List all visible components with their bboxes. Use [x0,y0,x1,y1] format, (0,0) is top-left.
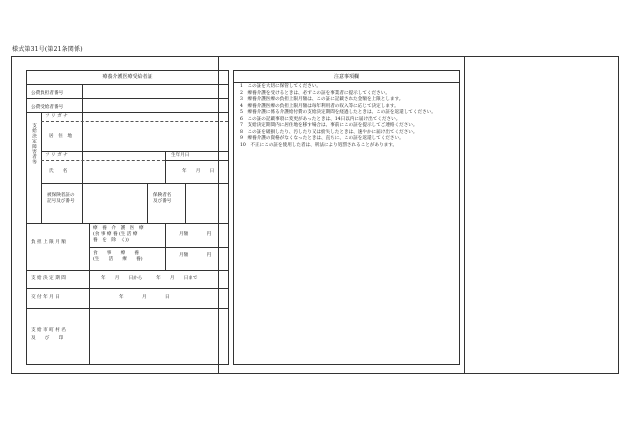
payer-number-label: 公費負担者番号 [31,91,64,96]
issue-date-value: 年 月 日 [119,295,170,300]
furigana-label: フ リ ガ ナ [45,153,68,158]
limit-label: 負 担 上 限 月 額 [31,240,66,245]
limit-meal-label: 食 事 療 養 (生 活 療 養) [93,251,143,262]
note-item: 5 療養介護に係る介護給付費の支給決定期間を経過したときは、この証を返還してください。 [240,110,436,116]
notes-panel [233,70,460,365]
note-item: 7 支給決定期間内に居住地を移す場合は、事前にこの証を提示してご連絡ください。 [240,123,418,129]
birthdate-label: 生年月日 [171,153,190,158]
address-label: 居 住 地 [49,134,72,139]
column-divider [464,57,465,373]
limit-medical-value: 月額 円 [179,232,212,237]
note-item: 6 この証の記載事項に変更があったときは、14日以内に届け出てください。 [240,116,401,122]
limit-medical-label: 療 養 介 護 医 療 (食 事 療 養 (生 活 療 養 を 除 く)) [93,226,144,243]
recipient-number-label: 公費受給者番号 [31,105,64,110]
beneficiary-group-label: 支給決定障害者等 [31,123,37,165]
period-label: 支 給 決 定 期 間 [31,276,66,281]
form-sheet [11,56,619,374]
notes-list [240,84,456,149]
insured-card-label: 被保険者証の 記号及び番号 [47,193,75,204]
birthdate-value: 年 月 日 [182,169,215,174]
issue-date-label: 交 付 年 月 日 [31,295,60,300]
note-item: 10 不正にこの証を使用した者は、刑法により処罰されることがあります。 [240,142,398,148]
note-item: 2 療養介護を受けるときは、必ずこの証を事業者に提示してください。 [240,90,390,96]
recipient-certificate [26,70,229,365]
limit-meal-value: 月額 円 [179,253,212,258]
note-item: 8 この証を破損したり、汚したり又は紛失したときは、速やかに届け出てください。 [240,129,418,135]
period-value: 年 月 日から 年 月 日まで [101,276,198,281]
form-heading: 様式第31号(第21条関係) [12,46,83,53]
notes-title: 注意事項欄 [333,74,359,80]
furigana-label: フ リ ガ ナ [45,114,68,119]
note-item: 4 療養介護医療の負担上限月額は毎年利用者の収入等に応じて決定します。 [240,103,399,109]
name-label: 氏 名 [49,169,68,174]
note-item: 9 療養介護の資格がなくなったときは、直ちに、この証を返還してください。 [240,136,404,142]
certificate-title: 療養介護医療受給者証 [102,74,153,80]
note-item: 1 この証を大切に保管してください。 [240,84,322,89]
insurer-label: 保険者名 及び番号 [153,193,172,204]
municipality-label: 支 給 市 町 村 名 及 び 印 [31,328,66,341]
note-item: 3 療養介護医療の負担上限月額は、この証に記載された金額を上限とします。 [240,97,404,103]
